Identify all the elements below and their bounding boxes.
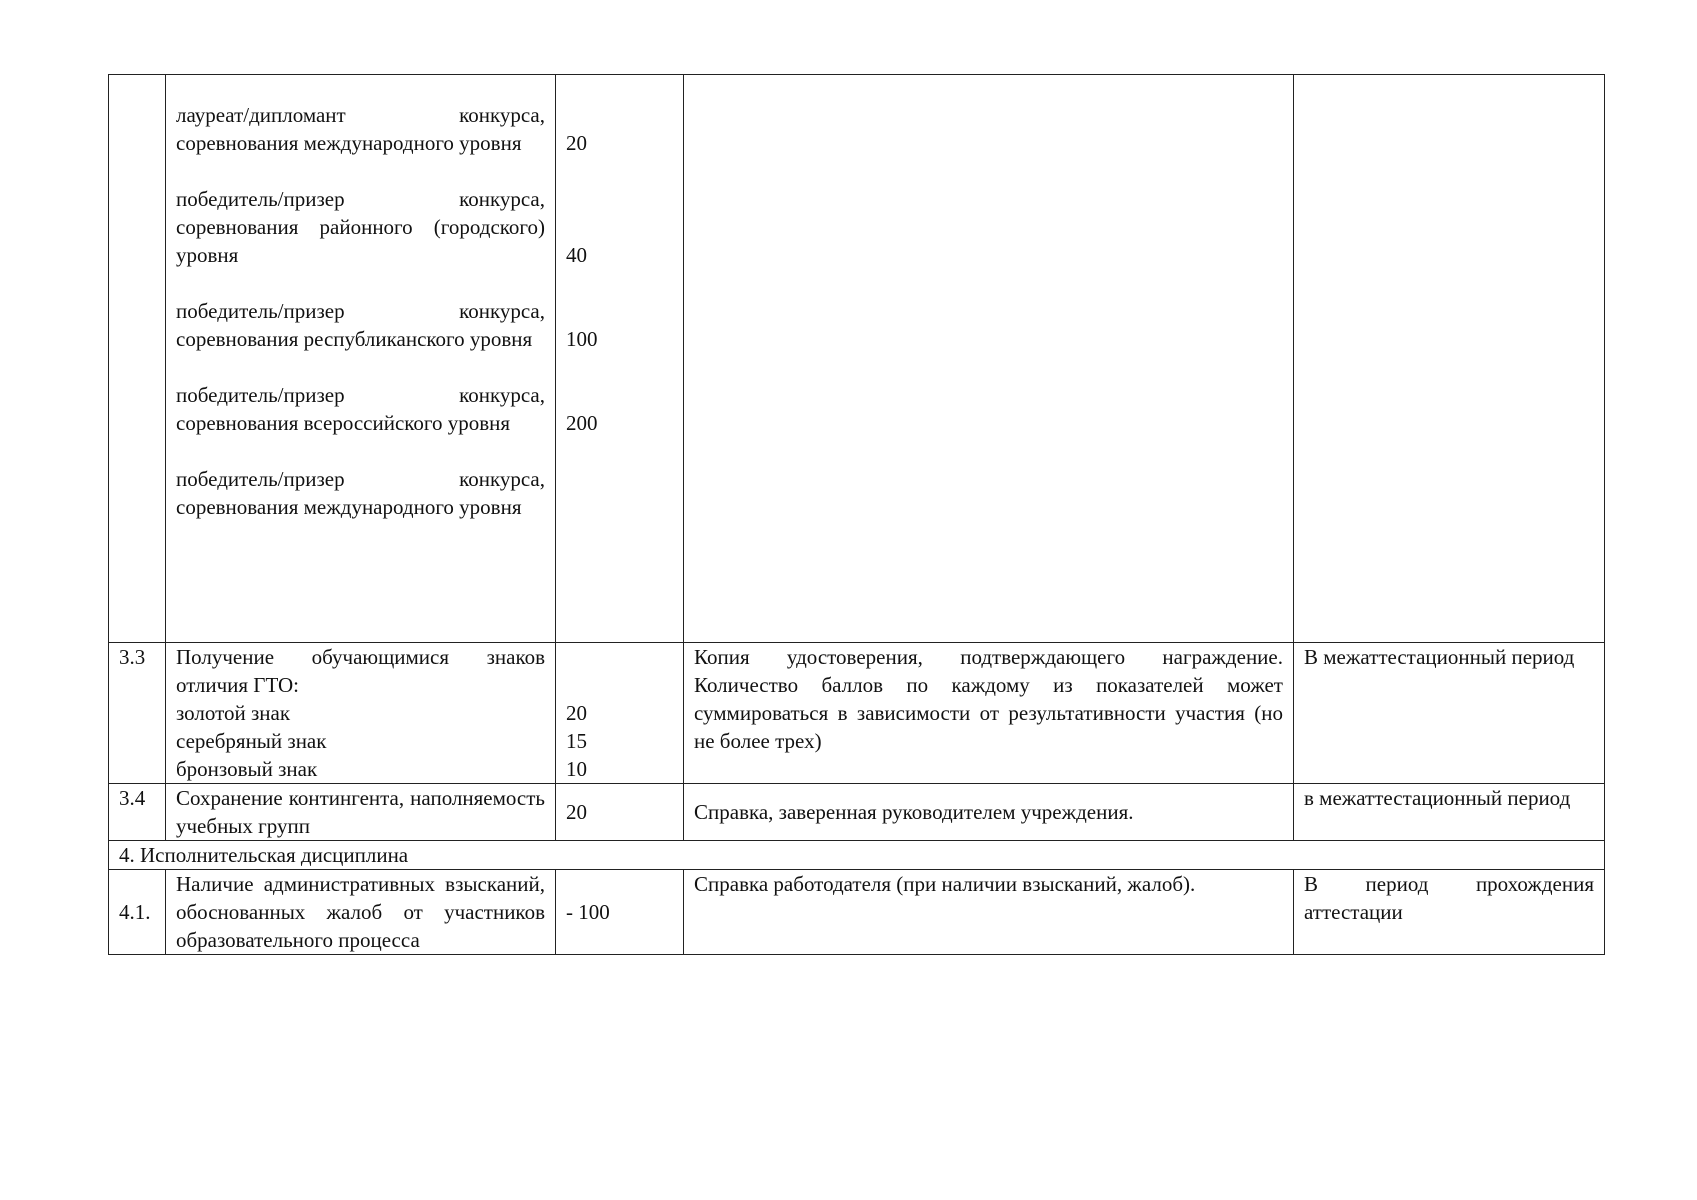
cell-points [556, 75, 684, 643]
points-value: 20 [566, 131, 587, 155]
section-row [109, 841, 1605, 870]
cell-period: в межаттестационный период [1294, 784, 1605, 841]
row-number: 3.4 [109, 784, 166, 841]
cell-document: Справка, заверенная руководителем учреждения. [684, 784, 1294, 841]
cell-criteria [166, 643, 556, 784]
cell-points [556, 643, 684, 784]
table-row-3-4 [109, 784, 1605, 841]
cell-criteria [166, 75, 556, 643]
criteria-entry: победитель/призер конкурса, соревнования международного уровня [176, 467, 545, 519]
section-title: 4. Исполнительская дисциплина [109, 841, 1605, 870]
cell-points: 20 [556, 784, 684, 841]
criteria-item: серебряный знак [176, 729, 327, 753]
table-row-3-3 [109, 643, 1605, 784]
table-row-4-1 [109, 870, 1605, 955]
cell-period: В межаттестационный период [1294, 643, 1605, 784]
cell-document: Копия удостоверения, подтверждающего награждение. Количество баллов по каждому из показателей может суммироваться в зависимости от результативности участия (но не более трех) [684, 643, 1294, 784]
criteria-table [108, 74, 1605, 955]
criteria-entry: победитель/призер конкурса, соревнования республиканского уровня [176, 299, 545, 351]
points-value: 15 [566, 729, 587, 753]
criteria-entry: победитель/призер конкурса, соревнования всероссийского уровня [176, 383, 545, 435]
points-value: 100 [566, 327, 598, 351]
cell-criteria: Наличие административных взысканий, обоснованных жалоб от участников образовательного процесса [166, 870, 556, 955]
points-value: 20 [566, 701, 587, 725]
criteria-item: бронзовый знак [176, 757, 318, 781]
cell-period: В период прохождения аттестации [1294, 870, 1605, 955]
points-value: 40 [566, 243, 587, 267]
points-value: 10 [566, 757, 587, 781]
cell-number [109, 75, 166, 643]
criteria-title: Получение обучающимися знаков отличия ГТО: [176, 645, 545, 697]
table-row-continuation [109, 75, 1605, 643]
row-number: 4.1. [109, 870, 166, 955]
cell-document [684, 75, 1294, 643]
cell-document: Справка работодателя (при наличии взысканий, жалоб). [684, 870, 1294, 955]
cell-points: - 100 [556, 870, 684, 955]
cell-period [1294, 75, 1605, 643]
criteria-entry: победитель/призер конкурса, соревнования районного (городского) уровня [176, 187, 545, 267]
points-value: 200 [566, 411, 598, 435]
criteria-entry: лауреат/дипломант конкурса, соревнования международного уровня [176, 103, 545, 155]
criteria-item: золотой знак [176, 701, 291, 725]
cell-criteria: Сохранение контингента, наполняемость учебных групп [166, 784, 556, 841]
row-number: 3.3 [109, 643, 166, 784]
